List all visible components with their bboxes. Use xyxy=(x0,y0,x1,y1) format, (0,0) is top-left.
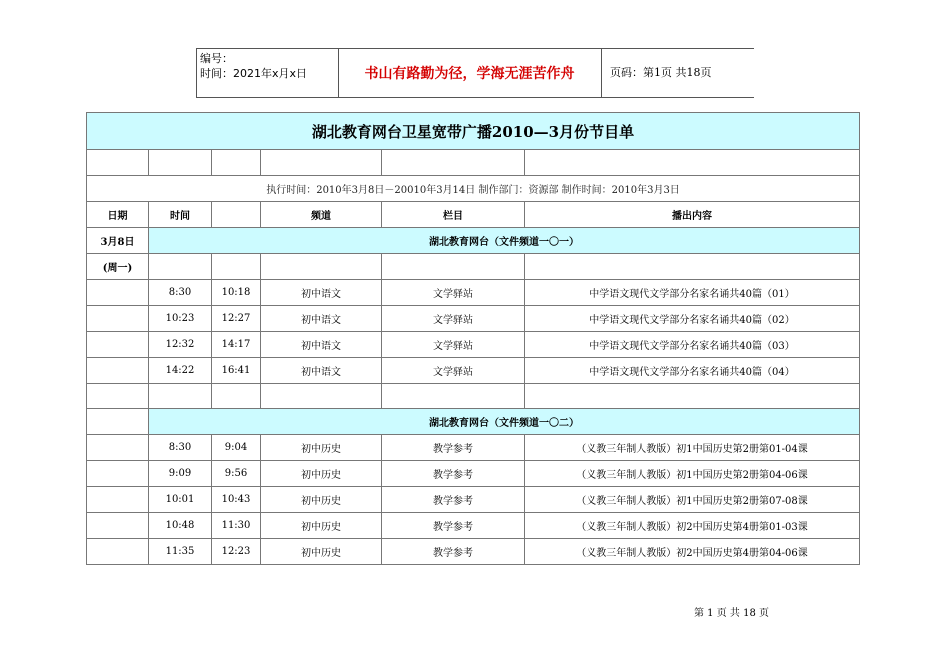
start-time: 10:23 xyxy=(149,306,212,332)
weekday-cell: (周一) xyxy=(87,254,149,280)
start-time: 14:22 xyxy=(149,358,212,384)
content-cell: （义教三年制人教版）初1中国历史第2册第07-08课 xyxy=(525,487,860,513)
end-time: 12:27 xyxy=(212,306,261,332)
page-label: 页码：第1页 共18页 xyxy=(610,66,712,79)
content-cell: 中学语文现代文学部分名家名诵共40篇（03） xyxy=(525,332,860,358)
start-time: 8:30 xyxy=(149,280,212,306)
table-row xyxy=(87,332,860,358)
column-cell: 教学参考 xyxy=(382,513,525,539)
start-time: 12:32 xyxy=(149,332,212,358)
content-cell: （义教三年制人教版）初2中国历史第4册第01-03课 xyxy=(525,513,860,539)
title-row xyxy=(87,113,860,150)
col-content: 播出内容 xyxy=(525,202,860,228)
col-channel: 频道 xyxy=(261,202,382,228)
start-time: 10:01 xyxy=(149,487,212,513)
content-cell: 中学语文现代文学部分名家名诵共40篇（02） xyxy=(525,306,860,332)
header-divider xyxy=(196,49,197,97)
blank-row xyxy=(87,384,860,409)
channel-cell: 初中历史 xyxy=(261,539,382,565)
header-meta xyxy=(200,51,307,81)
content-cell: （义教三年制人教版）初1中国历史第2册第01-04课 xyxy=(525,435,860,461)
content-cell: 中学语文现代文学部分名家名诵共40篇（01） xyxy=(525,280,860,306)
content-cell: 中学语文现代文学部分名家名诵共40篇（04） xyxy=(525,358,860,384)
table-row xyxy=(87,435,860,461)
channel-group-name: 湖北教育网台（文件频道一〇二） xyxy=(149,409,860,435)
schedule-table xyxy=(86,112,860,565)
column-cell: 教学参考 xyxy=(382,435,525,461)
schedule-title: 湖北教育网台卫星宽带广播2010—3月份节目单 xyxy=(87,113,860,150)
table-row xyxy=(87,280,860,306)
channel-cell: 初中语文 xyxy=(261,280,382,306)
channel-cell: 初中历史 xyxy=(261,435,382,461)
end-time: 16:41 xyxy=(212,358,261,384)
weekday-row xyxy=(87,254,860,280)
table-row xyxy=(87,358,860,384)
content-cell: （义教三年制人教版）初2中国历史第4册第04-06课 xyxy=(525,539,860,565)
date-cell: 3月8日 xyxy=(87,228,149,254)
end-time: 10:18 xyxy=(212,280,261,306)
exec-row xyxy=(87,176,860,202)
content-cell: （义教三年制人教版）初1中国历史第2册第04-06课 xyxy=(525,461,860,487)
column-cell: 文学驿站 xyxy=(382,358,525,384)
channel-group-name: 湖北教育网台（文件频道一〇一） xyxy=(149,228,860,254)
time-label: 时间：2021年x月x日 xyxy=(200,67,308,80)
end-time: 10:43 xyxy=(212,487,261,513)
start-time: 8:30 xyxy=(149,435,212,461)
page-footer: 第 1 页 共 18 页 xyxy=(694,608,769,619)
column-cell: 文学驿站 xyxy=(382,280,525,306)
header-row xyxy=(87,202,860,228)
end-time: 11:30 xyxy=(212,513,261,539)
column-cell: 教学参考 xyxy=(382,487,525,513)
channel-cell: 初中历史 xyxy=(261,513,382,539)
channel-cell: 初中历史 xyxy=(261,487,382,513)
table-row xyxy=(87,306,860,332)
table-row xyxy=(87,539,860,565)
start-time: 9:09 xyxy=(149,461,212,487)
end-time: 12:23 xyxy=(212,539,261,565)
channel-group-row xyxy=(87,409,860,435)
column-cell: 教学参考 xyxy=(382,539,525,565)
col-time: 时间 xyxy=(149,202,212,228)
end-time: 9:56 xyxy=(212,461,261,487)
end-time: 9:04 xyxy=(212,435,261,461)
table-row xyxy=(87,487,860,513)
start-time: 11:35 xyxy=(149,539,212,565)
blank-row xyxy=(87,150,860,176)
motto: 书山有路勤为径，学海无涯苦作舟 xyxy=(364,66,575,82)
document-header xyxy=(196,48,754,98)
channel-cell: 初中语文 xyxy=(261,358,382,384)
table-row xyxy=(87,461,860,487)
number-label: 编号： xyxy=(200,52,233,65)
exec-info: 执行时间：2010年3月8日－20010年3月14日 制作部门：资源部 制作时间：2010年3月3日 xyxy=(87,176,860,202)
channel-cell: 初中历史 xyxy=(261,461,382,487)
col-date: 日期 xyxy=(87,202,149,228)
channel-cell: 初中语文 xyxy=(261,306,382,332)
end-time: 14:17 xyxy=(212,332,261,358)
channel-group-row xyxy=(87,228,860,254)
column-cell: 文学驿站 xyxy=(382,306,525,332)
header-divider xyxy=(601,49,602,97)
col-column: 栏目 xyxy=(382,202,525,228)
start-time: 10:48 xyxy=(149,513,212,539)
channel-cell: 初中语文 xyxy=(261,332,382,358)
column-cell: 文学驿站 xyxy=(382,332,525,358)
column-cell: 教学参考 xyxy=(382,461,525,487)
table-row xyxy=(87,513,860,539)
